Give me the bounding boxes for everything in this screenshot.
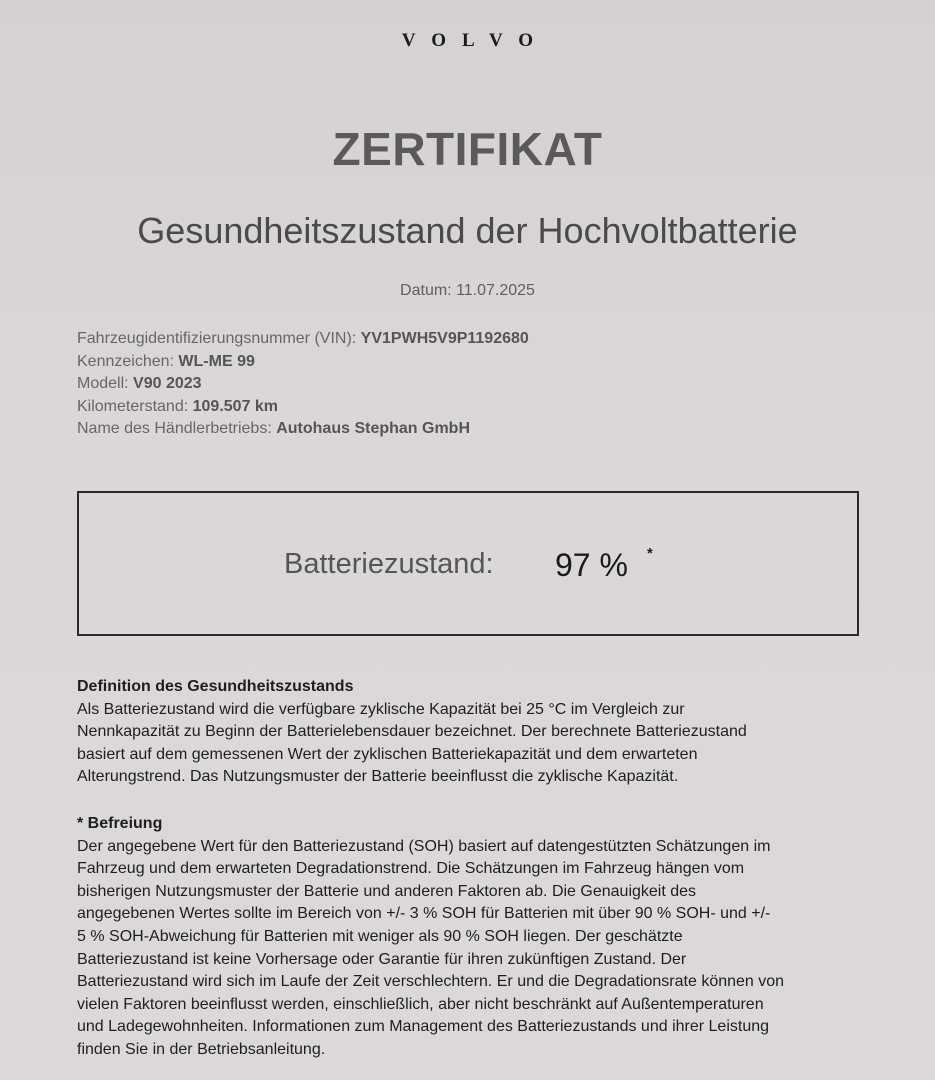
exemption-line: angegebenen Wertes sollte im Bereich von +/- 3 % SOH für Batterien mit über 90 % SOH- und +/-	[77, 905, 771, 923]
vin-row	[77, 328, 529, 351]
definition-line: Alterungstrend. Das Nutzungsmuster der Batterie beeinflusst die zyklische Kapazität.	[77, 768, 679, 786]
certificate-date: Datum: 11.07.2025	[400, 282, 535, 299]
mileage-label: Kilometerstand:	[77, 397, 189, 415]
model-label: Modell:	[77, 375, 129, 392]
mileage-value: 109.507 km	[192, 397, 279, 415]
model-value: V90 2023	[133, 375, 202, 392]
definition-section	[77, 676, 907, 789]
plate-row	[77, 351, 529, 374]
model-row	[77, 373, 529, 396]
exemption-line: vielen Faktoren beeinflusst werden, einschließlich, aber nicht beschränkt auf Außentemperaturen	[77, 995, 764, 1013]
mileage-row	[77, 396, 529, 419]
exemption-line: 5 % SOH-Abweichung für Batterien mit weniger als 90 % SOH liegen. Der geschätzte	[77, 927, 683, 945]
exemption-line: finden Sie in der Betriebsanleitung.	[77, 1040, 326, 1058]
battery-status-value: 97 %	[555, 547, 628, 583]
dealer-row	[77, 418, 529, 441]
exemption-heading: * Befreiung	[77, 815, 163, 832]
vin-value: YV1PWH5V9P1192680	[360, 330, 529, 347]
plate-label: Kennzeichen:	[77, 352, 174, 370]
vin-label: Fahrzeugidentifizierungsnummer (VIN):	[77, 330, 357, 347]
dealer-value: Autohaus Stephan GmbH	[276, 420, 470, 437]
battery-footnote-mark: *	[647, 545, 653, 562]
exemption-line: bisherigen Nutzungsmuster der Batterie und anderen Faktoren ab. Die Genauigkeit des	[77, 882, 697, 900]
battery-status-label: Batteriezustand:	[284, 548, 494, 580]
exemption-line: Batteriezustand wird sich im Laufe der Zeit verschlechtern. Er und die Degradationsrate können von	[77, 973, 785, 991]
dealer-label: Name des Händlerbetriebs:	[77, 420, 272, 437]
exemption-line: und Ladegewohnheiten. Informationen zum Management des Batteriezustands und ihrer Leistung	[77, 1018, 770, 1036]
page-title: ZERTIFIKAT	[332, 123, 603, 175]
page-subtitle: Gesundheitszustand der Hochvoltbatterie	[137, 210, 798, 251]
definition-heading: Definition des Gesundheitszustands	[77, 678, 354, 695]
plate-value: WL-ME 99	[178, 352, 255, 370]
definition-line: basiert auf dem gemessenen Wert der zyklischen Batteriekapazität und dem erwarteten	[77, 745, 698, 763]
exemption-line: Batteriezustand ist keine Vorhersage oder Garantie für ihren zukünftigen Zustand. Der	[77, 950, 687, 968]
vehicle-info	[77, 328, 529, 441]
definition-line: Als Batteriezustand wird die verfügbare zyklische Kapazität bei 25 °C im Vergleich zur	[77, 700, 685, 718]
exemption-line: Der angegebene Wert für den Batteriezustand (SOH) basiert auf datengestützten Schätzungen im	[77, 837, 771, 855]
volvo-logo: VOLVO	[401, 30, 550, 51]
exemption-line: Fahrzeug und dem erwarteten Degradationstrend. Die Schätzungen im Fahrzeug hängen vom	[77, 860, 745, 878]
exemption-section	[77, 813, 907, 1062]
definition-line: Nennkapazität zu Beginn der Batterielebensdauer bezeichnet. Der berechnete Batteriezustand	[77, 723, 747, 741]
